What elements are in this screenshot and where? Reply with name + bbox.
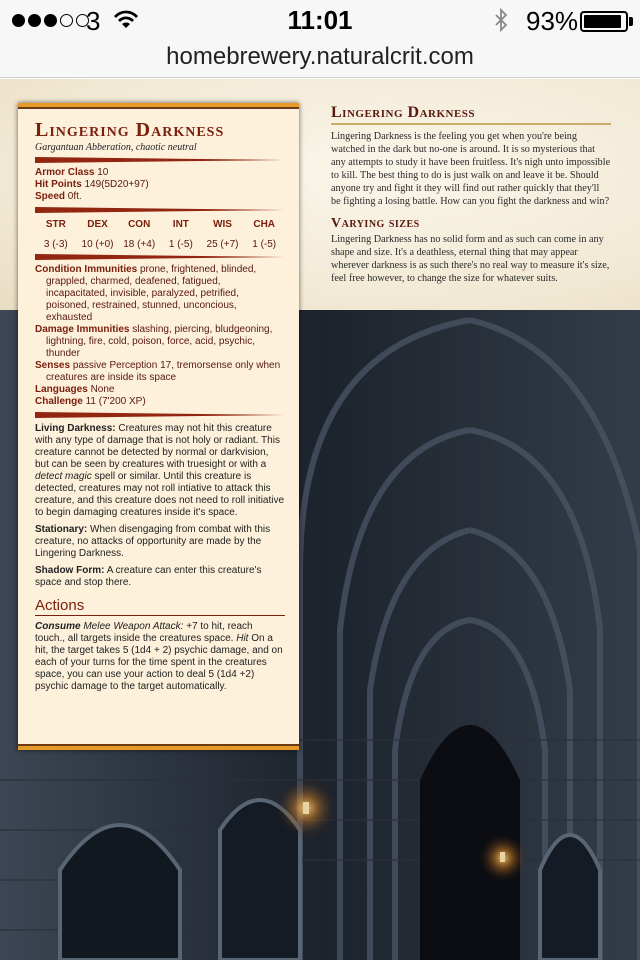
bluetooth-icon <box>494 8 508 37</box>
ability-wis: WIS 25 (+7) <box>206 219 239 250</box>
ability-scores <box>35 219 285 250</box>
trait-stationary: Stationary: When disengaging from combat with this creature, no attacks of opportunity are made by the Lingering Darkness. <box>35 524 271 559</box>
description-column <box>331 104 611 285</box>
divider <box>35 157 285 163</box>
speed: Speed 0ft. <box>35 191 82 202</box>
ability-int: INT 1 (-5) <box>168 219 193 250</box>
trait-living-darkness: Living Darkness: Creatures may not hit this creature with any type of damage that is not holy or radiant. This creature cannot be detected by normal or darkvision, but can be seen by creatures with truesight or with a detect magic spell or similar. Until this creature is detected, creatures may not roll intiative to attack this creature, and this creature does not need to roll initiative to begin damaging creatures inside it's space. <box>35 423 285 518</box>
actions-heading: Actions <box>35 597 285 616</box>
section-heading: Varying sizes <box>331 216 420 231</box>
damage-immunities: Damage Immunities slashing, piercing, bludgeoning, lightning, fire, cold, poison, force, acid, psychic, thunder <box>35 324 273 359</box>
battery-level-fill <box>584 15 621 28</box>
monster-stat-block <box>18 103 299 750</box>
trait-shadow-form: Shadow Form: A creature can enter this creature's space and stop there. <box>35 565 262 588</box>
ability-dex: DEX 10 (+0) <box>81 219 114 250</box>
ability-con: CON 18 (+4) <box>123 219 156 250</box>
languages: Languages None <box>35 384 115 395</box>
senses: Senses passive Perception 17, tremorsense only when creatures are inside its space <box>35 360 281 383</box>
armor-class: Armor Class 10 <box>35 167 109 178</box>
battery-percentage: 93% <box>526 6 579 36</box>
monster-type: Gargantuan Abberation, chaotic neutral <box>35 142 197 153</box>
clock: 11:01 <box>287 5 353 35</box>
section-paragraph: Lingering Darkness is the feeling you get when you're being watched in the dark but no-one is around. It is so mysterious that any attempts to study it have been fruitless. It's nigh unto impossible to kill. The best thing to do is just walk on and leave it be. Should anyone try and fight it they will find out rather quickly that they'll be fighting a losing battle. How can you fight the darkness and win? <box>331 131 611 207</box>
battery-icon <box>580 11 628 32</box>
address-bar[interactable] <box>0 40 640 78</box>
divider <box>35 207 285 213</box>
challenge: Challenge 11 (7'200 XP) <box>35 396 146 407</box>
ability-str: STR 3 (-3) <box>43 219 68 250</box>
hit-points: Hit Points 149(5D20+97) <box>35 179 149 190</box>
battery-tip <box>629 17 633 26</box>
status-bar <box>0 0 640 40</box>
divider <box>35 412 285 418</box>
ability-cha: CHA 1 (-5) <box>252 219 277 250</box>
divider <box>35 254 285 260</box>
condition-immunities: Condition Immunities prone, frightened, blinded, grappled, charmed, deafened, fatigued, incapacitated, invisible, paralyzed, petrified, poisoned, restrained, stunned, unconcious, exhausted <box>35 264 257 323</box>
section-paragraph: Lingering Darkness has no solid form and as such can come in any shape and size. It's a deathless, eternal thing that may appear wherever darkness is as such there's no real way to measure it's size, feel free however, to change the size for whatever suits. <box>331 234 610 284</box>
monster-name: Lingering Darkness <box>35 119 225 141</box>
action-consume: Consume Melee Weapon Attack: +7 to hit, reach touch., all targets inside the creatures space. Hit On a hit, the target takes 5 (1d4 + 2) psychic damage, and on each of your turns for the time spent in the creatures space, you can use your action to deal 5 (1d4 +2) psychic damage to the target automatically. <box>35 621 283 692</box>
section-heading: Lingering Darkness <box>331 104 611 125</box>
carrier-label: 3 <box>86 6 101 36</box>
url-text[interactable]: homebrewery.naturalcrit.com <box>166 43 474 70</box>
